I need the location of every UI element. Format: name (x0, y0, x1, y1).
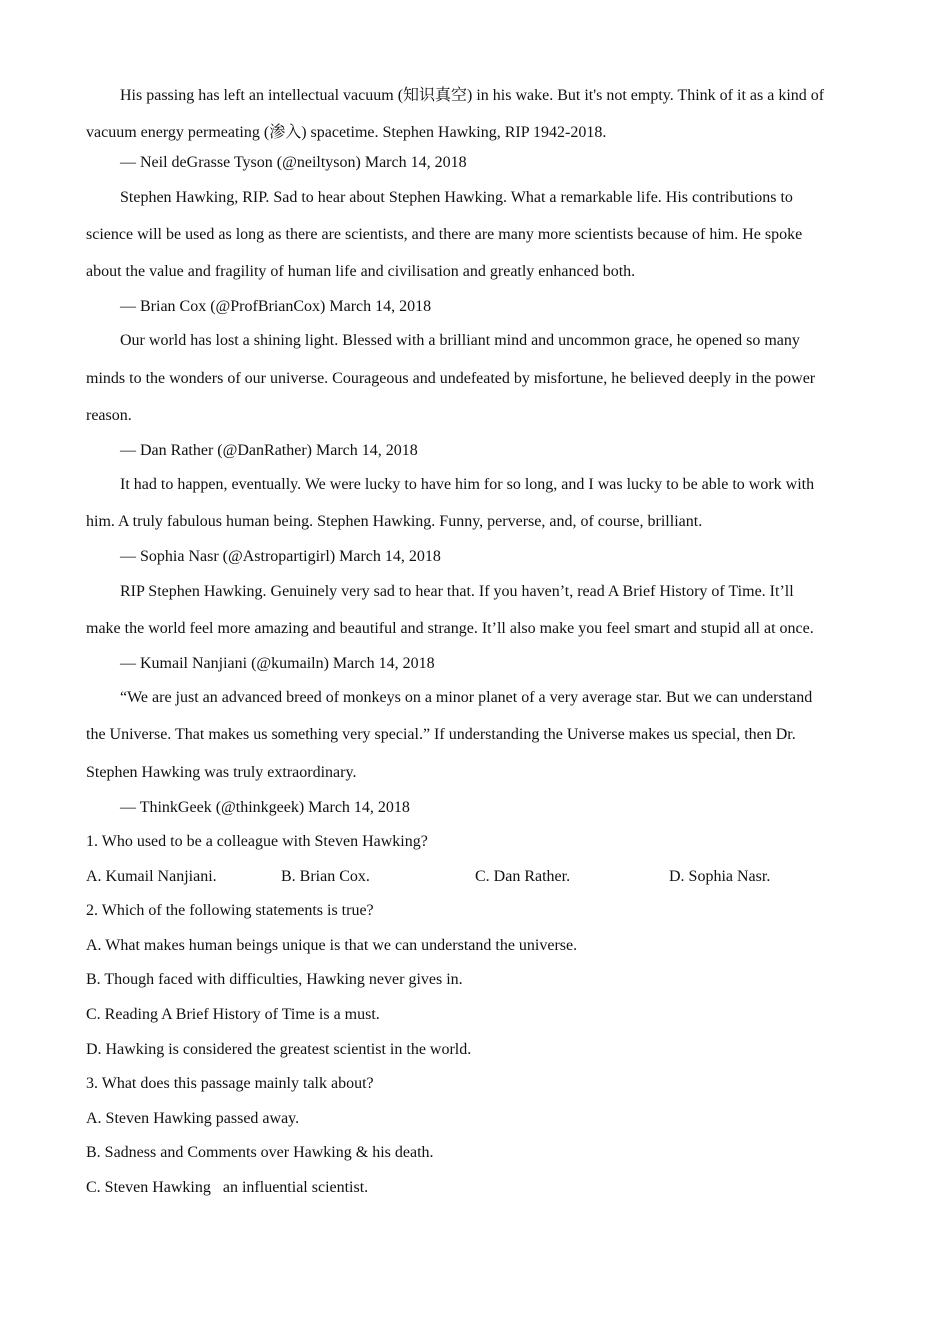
question-2-option-c: C. Reading A Brief History of Time is a must. (86, 1006, 380, 1023)
quote-3-line-2: minds to the wonders of our universe. Courageous and undefeated by misfortune, he believed deeply in the power (86, 370, 816, 387)
quote-4-line-1: It had to happen, eventually. We were lucky to have him for so long, and I was lucky to be able to work with (120, 476, 815, 493)
question-3-option-c: C. Steven Hawking an influential scientist. (86, 1179, 369, 1196)
quote-2-line-2: science will be used as long as there are scientists, and there are many more scientists because of him. He spoke (86, 226, 803, 243)
quote-2-attribution: — Brian Cox (@ProfBrianCox) March 14, 2018 (120, 298, 432, 315)
question-1-option-a: A. Kumail Nanjiani. (86, 868, 217, 885)
quote-3-attribution: — Dan Rather (@DanRather) March 14, 2018 (120, 442, 418, 459)
question-1-option-b: B. Brian Cox. (281, 868, 370, 885)
quote-1-line-1: His passing has left an intellectual vacuum (知识真空) in his wake. But it's not empty. Think of it as a kind of (120, 87, 825, 104)
quote-5-line-2: make the world feel more amazing and beautiful and strange. It’ll also make you feel smart and stupid all at once. (86, 620, 814, 637)
question-2-stem: 2. Which of the following statements is true? (86, 902, 374, 919)
question-3-stem: 3. What does this passage mainly talk about? (86, 1075, 374, 1092)
quote-3-line-1: Our world has lost a shining light. Blessed with a brilliant mind and uncommon grace, he opened so many (120, 332, 800, 349)
quote-2-line-1: Stephen Hawking, RIP. Sad to hear about Stephen Hawking. What a remarkable life. His contributions to (120, 189, 793, 206)
question-2-option-d: D. Hawking is considered the greatest scientist in the world. (86, 1041, 472, 1058)
quote-2-line-3: about the value and fragility of human life and civilisation and greatly enhanced both. (86, 263, 636, 280)
question-1-option-c: C. Dan Rather. (475, 868, 571, 885)
quote-4-line-2: him. A truly fabulous human being. Stephen Hawking. Funny, perverse, and, of course, brilliant. (86, 513, 703, 530)
quote-6-line-1: “We are just an advanced breed of monkeys on a minor planet of a very average star. But we can understand (120, 689, 813, 706)
question-1-option-d: D. Sophia Nasr. (669, 868, 771, 885)
question-1-stem: 1. Who used to be a colleague with Steven Hawking? (86, 833, 428, 850)
quote-4-attribution: — Sophia Nasr (@Astropartigirl) March 14, 2018 (120, 548, 441, 565)
quote-3-line-3: reason. (86, 407, 132, 424)
question-3-option-b: B. Sadness and Comments over Hawking & his death. (86, 1144, 434, 1161)
question-2-option-b: B. Though faced with difficulties, Hawking never gives in. (86, 971, 463, 988)
quote-1-line-2: vacuum energy permeating (渗入) spacetime. Stephen Hawking, RIP 1942-2018. (86, 124, 607, 141)
quote-5-line-1: RIP Stephen Hawking. Genuinely very sad to hear that. If you haven’t, read A Brief History of Time. It’ll (120, 583, 794, 600)
quote-1-attribution: — Neil deGrasse Tyson (@neiltyson) March 14, 2018 (120, 154, 467, 171)
quote-6-line-3: Stephen Hawking was truly extraordinary. (86, 764, 357, 781)
question-3-option-a: A. Steven Hawking passed away. (86, 1110, 300, 1127)
quote-5-attribution: — Kumail Nanjiani (@kumailn) March 14, 2018 (120, 655, 435, 672)
quote-6-line-2: the Universe. That makes us something very special.” If understanding the Universe makes us special, then Dr. (86, 726, 796, 743)
quote-6-attribution: — ThinkGeek (@thinkgeek) March 14, 2018 (120, 799, 410, 816)
question-2-option-a: A. What makes human beings unique is that we can understand the universe. (86, 937, 578, 954)
